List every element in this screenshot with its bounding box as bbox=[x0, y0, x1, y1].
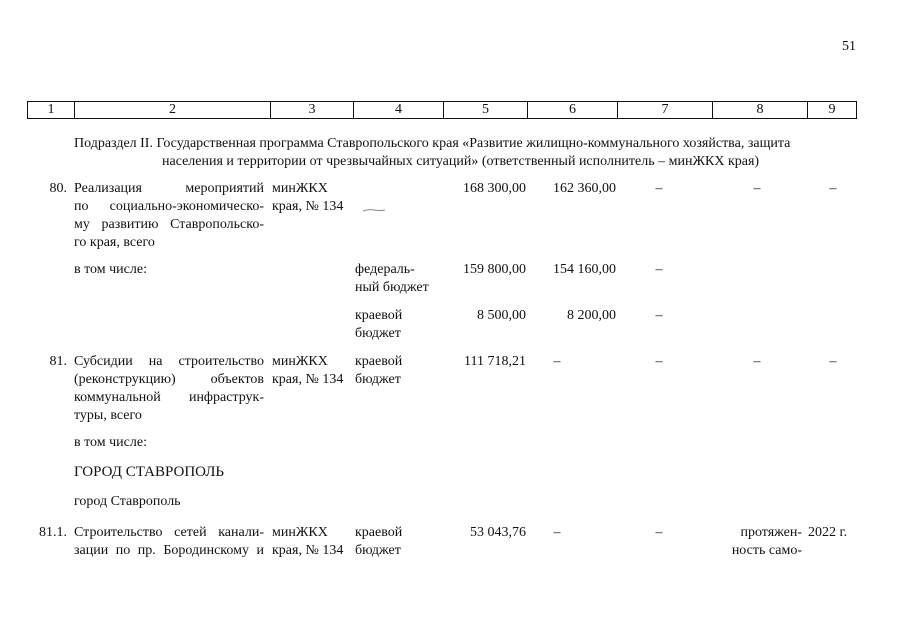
source-line: бюджет bbox=[355, 543, 401, 558]
row-name-line: Субсидии на строительство bbox=[74, 354, 264, 369]
executor-line: минЖКХ bbox=[272, 354, 328, 369]
column-number: 1 bbox=[28, 102, 75, 118]
subsection-line-2: населения и территории от чрезвычайных ситуаций» (ответственный исполнитель – минЖКХ края) bbox=[162, 154, 760, 169]
value-col5: 159 800,00 bbox=[463, 262, 526, 277]
scan-mark bbox=[362, 206, 386, 214]
value-col5: 168 300,00 bbox=[463, 181, 526, 196]
column-number: 5 bbox=[444, 102, 528, 118]
column-number: 3 bbox=[271, 102, 354, 118]
source-line: краевой bbox=[355, 354, 403, 369]
row-name-line: зации по пр. Бородинскому и bbox=[74, 543, 264, 558]
source-line: краевой bbox=[355, 525, 403, 540]
value-col7: – bbox=[655, 262, 663, 277]
row-executor bbox=[272, 524, 352, 560]
row-name-line: туры, всего bbox=[74, 408, 142, 423]
row-number: 81. bbox=[49, 354, 67, 369]
source-line: краевой bbox=[355, 308, 403, 323]
row-name-line: Реализация мероприятий bbox=[74, 181, 264, 196]
row-name-line: Строительство сетей канали- bbox=[74, 525, 264, 540]
column-number: 9 bbox=[828, 102, 836, 117]
page-number: 51 bbox=[842, 39, 856, 54]
col8-line: протяжен- bbox=[740, 525, 802, 540]
row-label: в том числе: bbox=[74, 435, 147, 450]
executor-line: минЖКХ bbox=[272, 181, 328, 196]
row-name bbox=[74, 353, 264, 425]
value-col6: – bbox=[553, 525, 561, 540]
value-col7: – bbox=[655, 525, 663, 540]
value-col5: 111 718,21 bbox=[464, 354, 526, 369]
column-number: 4 bbox=[354, 102, 444, 118]
executor-line: края, № 134 bbox=[272, 543, 344, 558]
row-name-line: коммунальной инфраструк- bbox=[74, 390, 264, 405]
municipality-heading: ГОРОД СТАВРОПОЛЬ bbox=[74, 464, 225, 480]
row-name-line: го края, всего bbox=[74, 235, 155, 250]
column-number-header bbox=[27, 101, 857, 119]
subsection-line-1: Подраздел II. Государственная программа Ставропольского края «Развитие жилищно-коммунального хозяйства, защита bbox=[74, 136, 791, 151]
source-line: ный бюджет bbox=[355, 280, 429, 295]
value-col6: 162 360,00 bbox=[553, 181, 616, 196]
column-number: 6 bbox=[528, 102, 618, 118]
value-col7: – bbox=[655, 354, 663, 369]
value-col6: 8 200,00 bbox=[567, 308, 616, 323]
source-line: федераль- bbox=[355, 262, 415, 277]
row-name bbox=[74, 524, 264, 560]
column-number: 2 bbox=[75, 102, 271, 118]
column-number: 8 bbox=[713, 102, 808, 118]
municipality-name: город Ставрополь bbox=[74, 494, 181, 509]
value-col8: – bbox=[753, 181, 761, 196]
subsection-title bbox=[74, 135, 858, 171]
value-col8: – bbox=[753, 354, 761, 369]
row-executor bbox=[272, 353, 352, 389]
row-source bbox=[355, 261, 445, 297]
row-number: 81.1. bbox=[39, 525, 67, 540]
value-col5: 53 043,76 bbox=[470, 525, 526, 540]
value-col6: – bbox=[553, 354, 561, 369]
source-line: бюджет bbox=[355, 372, 401, 387]
executor-line: минЖКХ bbox=[272, 525, 328, 540]
executor-line: края, № 134 bbox=[272, 372, 344, 387]
column-number: 7 bbox=[618, 102, 713, 118]
value-col5: 8 500,00 bbox=[477, 308, 526, 323]
source-line: бюджет bbox=[355, 326, 401, 341]
row-source bbox=[355, 524, 445, 560]
value-col8 bbox=[712, 524, 802, 560]
row-source bbox=[355, 353, 445, 389]
value-col6: 154 160,00 bbox=[553, 262, 616, 277]
row-name-line: (реконструкцию) объектов bbox=[74, 372, 264, 387]
row-executor bbox=[272, 180, 352, 216]
value-col9: 2022 г. bbox=[808, 525, 848, 540]
row-label: в том числе: bbox=[74, 262, 147, 277]
value-col7: – bbox=[655, 181, 663, 196]
value-col9: – bbox=[829, 354, 837, 369]
row-number: 80. bbox=[49, 181, 67, 196]
row-name-line: по социально-экономическо- bbox=[74, 199, 264, 214]
col8-line: ность само- bbox=[731, 543, 802, 558]
row-source bbox=[355, 307, 445, 343]
executor-line: края, № 134 bbox=[272, 199, 344, 214]
row-name-line: му развитию Ставропольско- bbox=[74, 217, 264, 232]
value-col7: – bbox=[655, 308, 663, 323]
value-col9: – bbox=[829, 181, 837, 196]
row-name bbox=[74, 180, 264, 252]
